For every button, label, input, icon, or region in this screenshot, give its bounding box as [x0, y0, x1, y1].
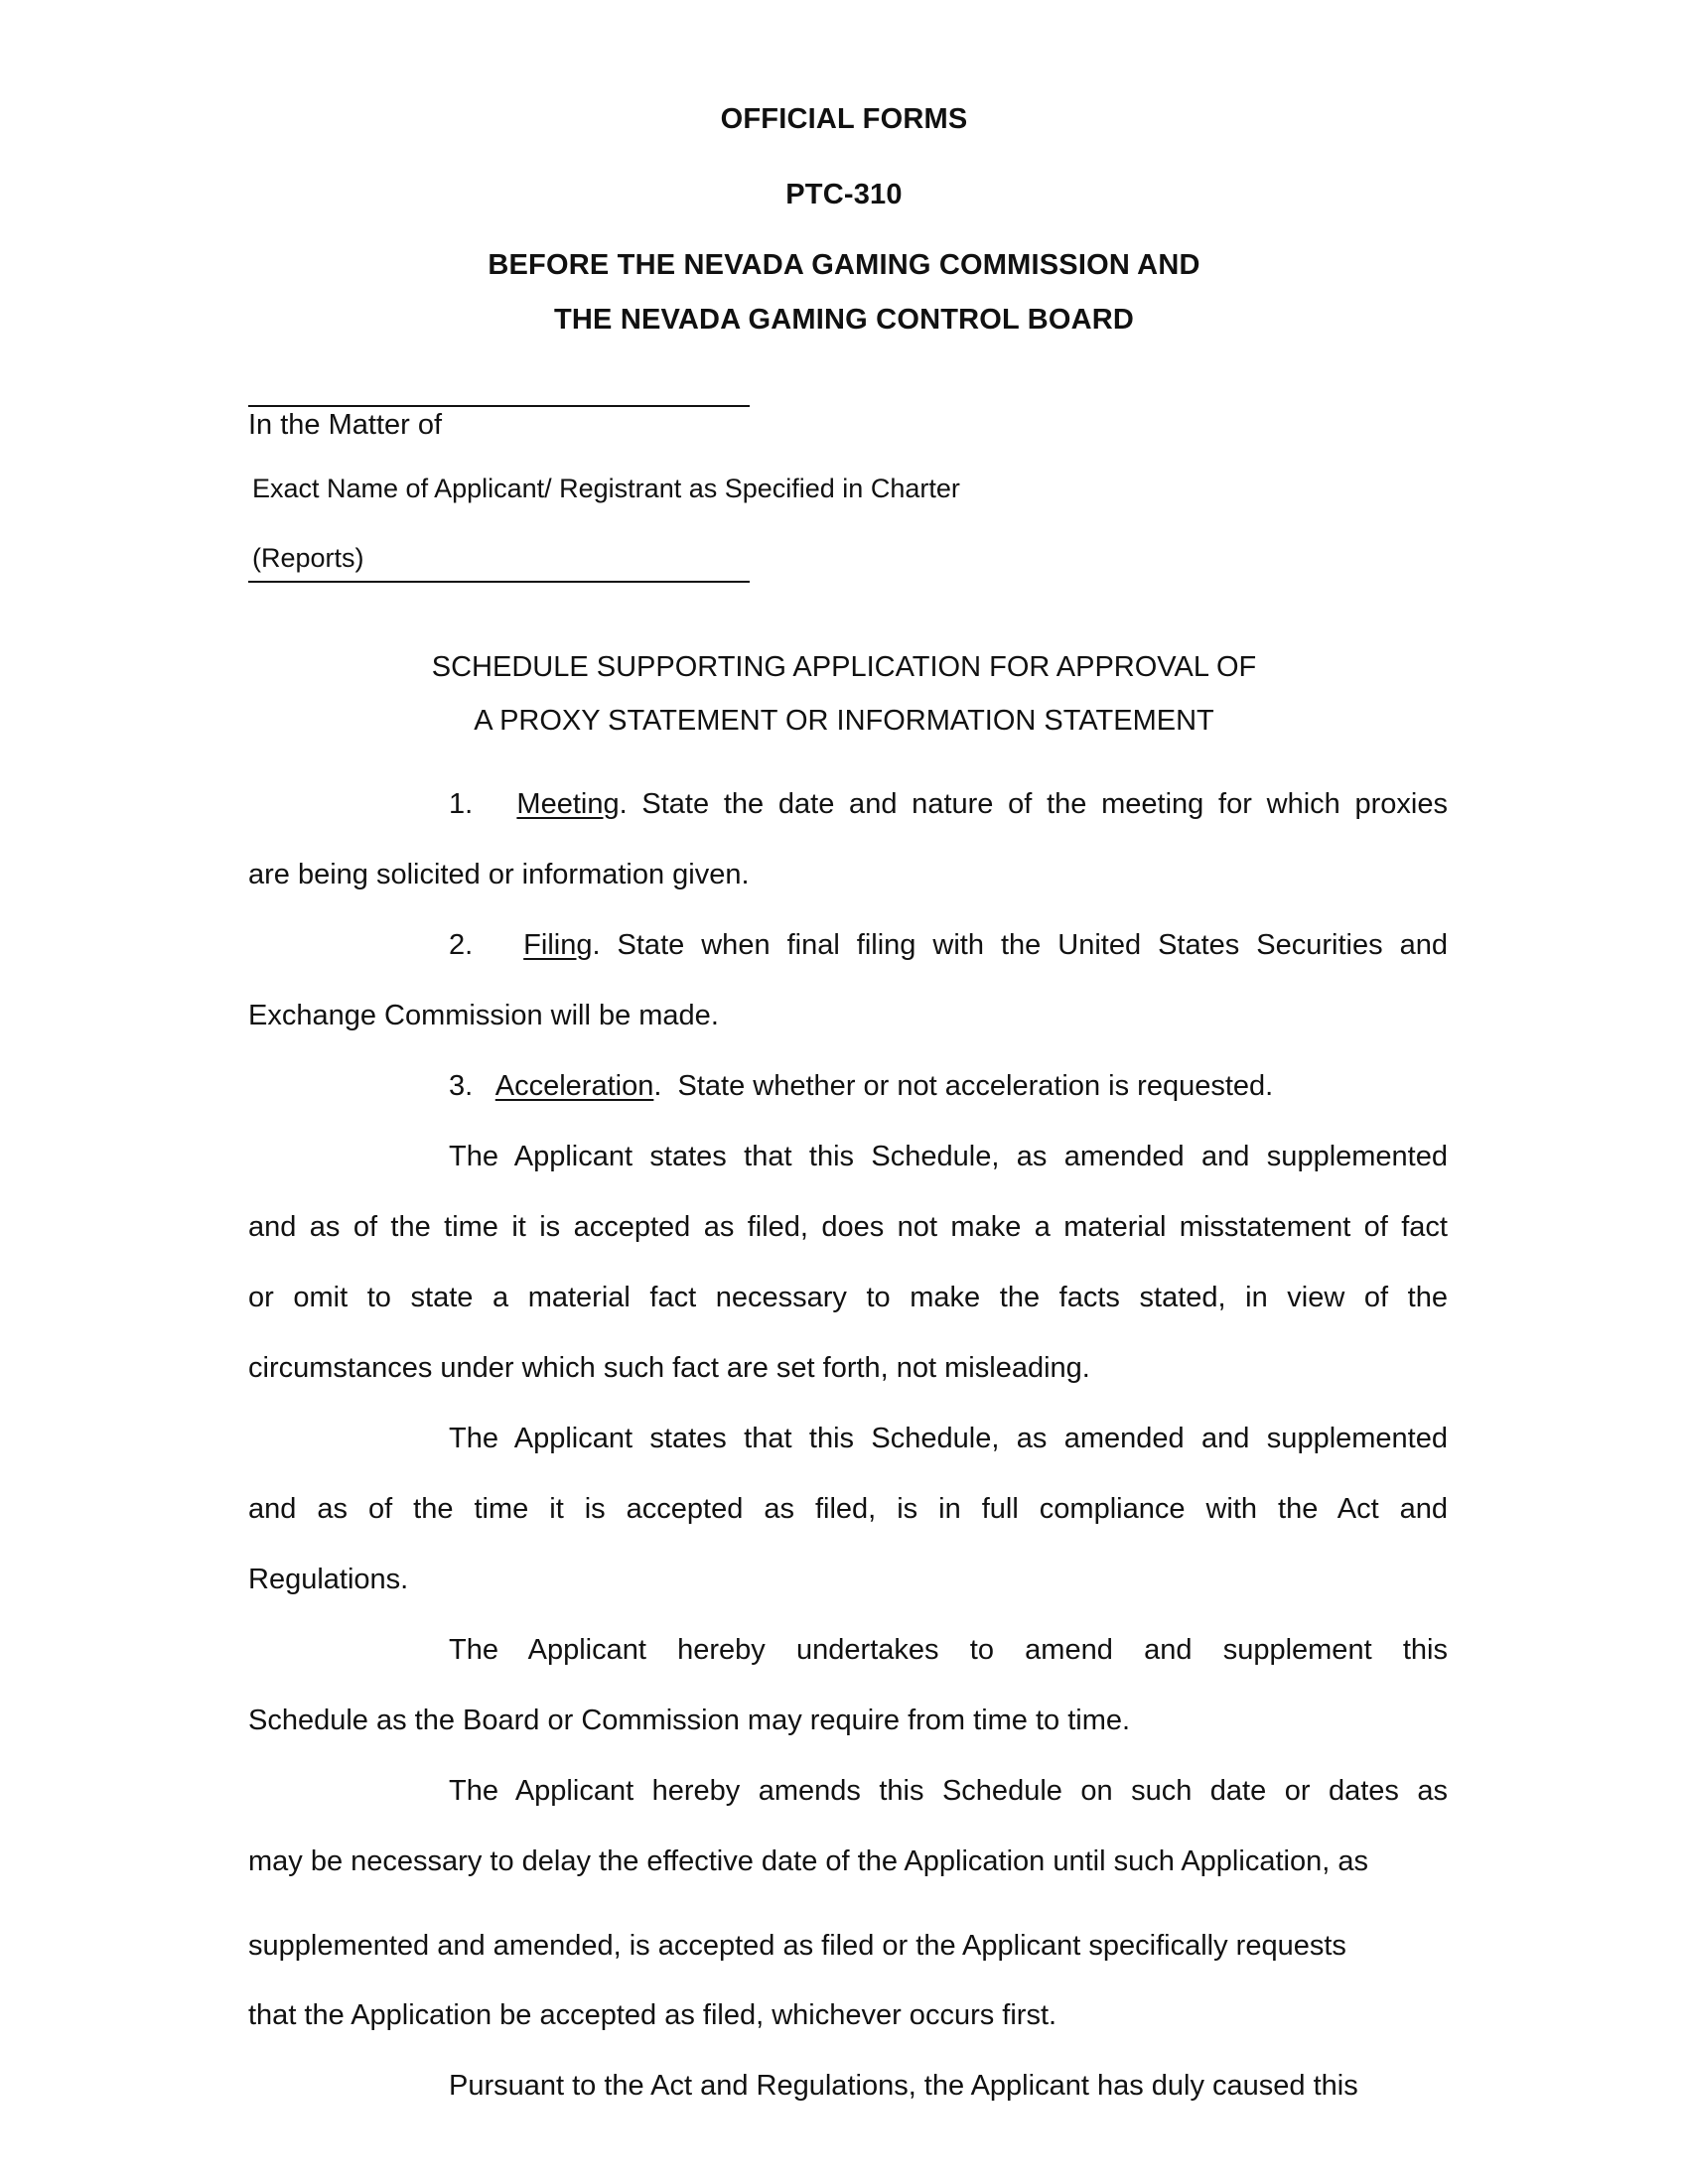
paragraph-2-line-1: The Applicant states that this Schedule, as amended and supplemented [449, 1423, 1448, 1454]
paragraph-1-line-4: circumstances under which such fact are set forth, not misleading. [248, 1352, 1090, 1384]
form-number: PTC-310 [785, 179, 903, 210]
agency-heading-line-2: THE NEVADA GAMING CONTROL BOARD [553, 304, 1135, 336]
item-2-heading: Filing [523, 929, 593, 961]
applicant-name-label: Exact Name of Applicant/ Registrant as Specified in Charter [252, 474, 960, 503]
item-2-number: 2. [449, 929, 474, 961]
paragraph-5-line-1: Pursuant to the Act and Regulations, the Applicant has duly caused this [449, 2070, 1358, 2102]
paragraph-1-line-3: or omit to state a material fact necessary to make the facts stated, in view of the [248, 1282, 1448, 1313]
item-3-line [449, 1072, 1448, 1101]
item-1-heading: Meeting [516, 788, 620, 820]
paragraph-4-line-2: may be necessary to delay the effective date of the Application until such Application, as [248, 1845, 1368, 1877]
caption-bottom-rule [248, 581, 750, 583]
caption-top-rule [248, 405, 750, 407]
agency-heading-line-1: BEFORE THE NEVADA GAMING COMMISSION AND [488, 249, 1200, 281]
item-3-heading: Acceleration [494, 1070, 654, 1102]
reports-label: (Reports) [252, 543, 364, 573]
item-2-line [449, 931, 1448, 960]
schedule-title-line-2: A PROXY STATEMENT OR INFORMATION STATEMENT [474, 705, 1214, 737]
paragraph-1-line-2: and as of the time it is accepted as filed, does not make a material misstatement of fact [248, 1211, 1448, 1243]
paragraph-4-line-1: The Applicant hereby amends this Schedule on such date or dates as [449, 1775, 1448, 1807]
paragraph-4-line-3: supplemented and amended, is accepted as filed or the Applicant specifically requests [248, 1930, 1346, 1962]
in-the-matter-of: In the Matter of [248, 409, 443, 441]
paragraph-2-line-3: Regulations. [248, 1564, 409, 1595]
item-2-text: . State when final filing with the United States Securities and [592, 929, 1449, 961]
paragraph-1-line-1: The Applicant states that this Schedule, as amended and supplemented [449, 1141, 1448, 1172]
item-1-text: . State the date and nature of the meeting for which proxies [619, 788, 1448, 820]
paragraph-2-line-2: and as of the time it is accepted as filed, is in full compliance with the Act and [248, 1493, 1448, 1525]
form-category-heading: OFFICIAL FORMS [720, 103, 968, 135]
item-2-continuation: Exchange Commission will be made. [248, 1000, 719, 1031]
paragraph-3-line-2: Schedule as the Board or Commission may require from time to time. [248, 1705, 1131, 1736]
paragraph-3-line-1: The Applicant hereby undertakes to amend and supplement this [449, 1634, 1448, 1666]
item-3-text: . State whether or not acceleration is requested. [653, 1070, 1274, 1102]
item-1-continuation: are being solicited or information given. [248, 859, 750, 890]
paragraph-4-line-4: that the Application be accepted as filed, whichever occurs first. [248, 1999, 1057, 2031]
schedule-title-line-1: SCHEDULE SUPPORTING APPLICATION FOR APPROVAL OF [431, 651, 1257, 683]
item-1-number: 1. [449, 788, 474, 820]
item-3-number: 3. [449, 1070, 474, 1102]
item-1-line [449, 790, 1448, 819]
